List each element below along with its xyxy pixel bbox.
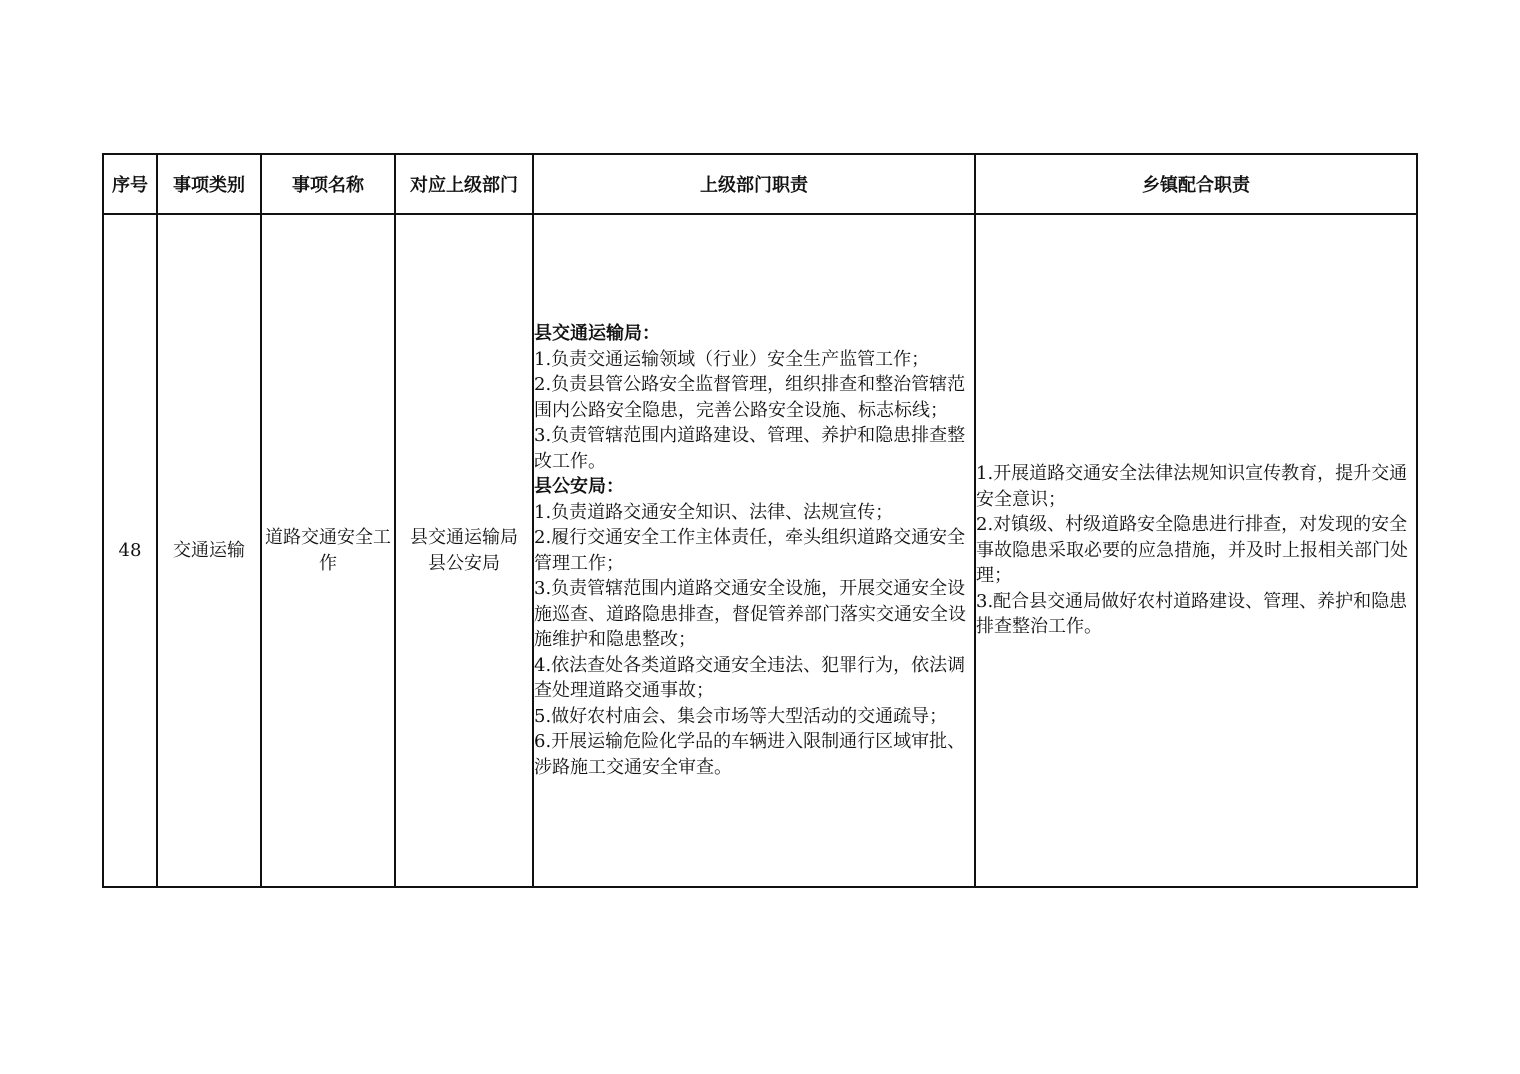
duty-item: 3.负责管辖范围内道路交通安全设施，开展交通安全设施巡查、道路隐患排查，督促管养部门落实交通安全设施维护和隐患整改； — [534, 578, 966, 650]
duty-item: 6.开展运输危险化学品的车辆进入限制通行区域审批、涉路施工交通安全审查。 — [534, 731, 966, 778]
dept-line: 县交通运输局 — [410, 526, 518, 548]
cell-town-duties — [975, 214, 1417, 887]
cell-seq: 48 — [103, 214, 157, 887]
duty-item: 4.依法查处各类道路交通安全违法、犯罪行为，依法调查处理道路交通事故； — [534, 654, 966, 701]
town-duty-item: 3.配合县交通局做好农村道路建设、管理、养护和隐患排查整治工作。 — [976, 590, 1408, 638]
table-row — [103, 214, 1417, 887]
header-dept-duty: 上级部门职责 — [533, 154, 975, 214]
duty-item: 1.负责道路交通安全知识、法律、法规宣传； — [534, 501, 894, 523]
duty-table — [102, 153, 1418, 888]
duty-item: 2.履行交通安全工作主体责任，牵头组织道路交通安全管理工作； — [534, 527, 966, 574]
duty-item: 1.负责交通运输领域（行业）安全生产监管工作； — [534, 348, 930, 370]
cell-dept-duties — [533, 214, 975, 887]
header-row — [103, 154, 1417, 214]
header-name: 事项名称 — [261, 154, 395, 214]
dept-duty-title: 县交通运输局： — [534, 323, 660, 344]
header-seq: 序号 — [103, 154, 157, 214]
header-category: 事项类别 — [157, 154, 261, 214]
dept-line: 县公安局 — [428, 552, 500, 574]
header-town-duty: 乡镇配合职责 — [975, 154, 1417, 214]
town-duty-item: 2.对镇级、村级道路安全隐患进行排查，对发现的安全事故隐患采取必要的应急措施，并及时上报相关部门处理； — [976, 514, 1408, 587]
dept-duty-title: 县公安局： — [534, 476, 624, 497]
duty-item: 3.负责管辖范围内道路建设、管理、养护和隐患排查整改工作。 — [534, 425, 966, 472]
town-duty-item: 1.开展道路交通安全法律法规知识宣传教育，提升交通安全意识； — [976, 463, 1408, 510]
duty-item: 5.做好农村庙会、集会市场等大型活动的交通疏导； — [534, 705, 948, 727]
header-dept: 对应上级部门 — [395, 154, 533, 214]
cell-depts — [395, 214, 533, 887]
cell-category: 交通运输 — [157, 214, 261, 887]
cell-name: 道路交通安全工作 — [261, 214, 395, 887]
duty-item: 2.负责县管公路安全监督管理，组织排查和整治管辖范围内公路安全隐患，完善公路安全设施、标志标线； — [534, 374, 966, 421]
